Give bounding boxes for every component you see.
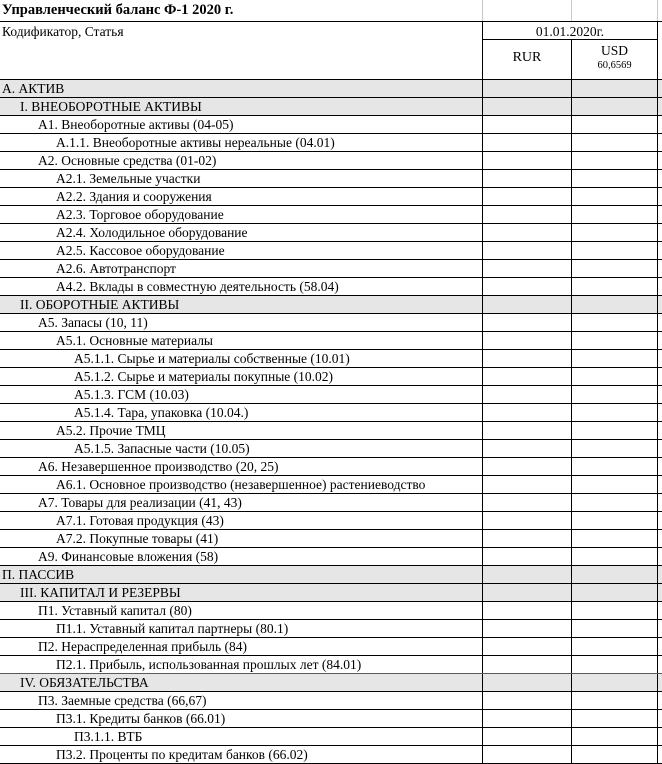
table-row[interactable] <box>0 512 662 530</box>
rur-cell[interactable] <box>482 728 572 745</box>
rur-cell[interactable] <box>482 656 572 673</box>
rur-cell[interactable] <box>482 278 572 295</box>
row-label: III. КАПИТАЛ И РЕЗЕРВЫ <box>20 585 181 600</box>
rur-cell[interactable] <box>482 710 572 727</box>
row-label: А6.1. Основное производство (незавершенное) растениеводство <box>56 477 426 492</box>
usd-cell[interactable] <box>571 350 658 367</box>
grid-line <box>657 22 658 80</box>
extra-cell[interactable] <box>657 188 662 205</box>
extra-cell[interactable] <box>657 566 662 583</box>
table-row[interactable] <box>0 440 662 458</box>
rur-cell[interactable] <box>482 170 572 187</box>
row-label: А7. Товары для реализации (41, 43) <box>38 495 242 510</box>
extra-cell[interactable] <box>657 314 662 331</box>
extra-cell[interactable] <box>657 710 662 727</box>
rur-cell[interactable] <box>482 134 572 151</box>
table-row[interactable] <box>0 188 662 206</box>
row-label: А5. Запасы (10, 11) <box>38 315 148 330</box>
extra-cell[interactable] <box>657 746 662 763</box>
row-label: А2.3. Торговое оборудование <box>56 207 224 222</box>
usd-cell[interactable] <box>571 278 658 295</box>
extra-cell[interactable] <box>657 206 662 223</box>
usd-cell[interactable] <box>571 314 658 331</box>
usd-cell[interactable] <box>571 710 658 727</box>
extra-cell[interactable] <box>657 260 662 277</box>
usd-cell[interactable] <box>571 728 658 745</box>
rur-cell[interactable] <box>482 458 572 475</box>
extra-cell[interactable] <box>657 224 662 241</box>
usd-rate: 60,6569 <box>597 60 632 71</box>
grid-line <box>571 0 572 22</box>
table-row[interactable] <box>0 656 662 674</box>
extra-cell[interactable] <box>657 548 662 565</box>
table-row[interactable] <box>0 242 662 260</box>
extra-cell[interactable] <box>657 494 662 511</box>
row-label: П2. Нераспределенная прибыль (84) <box>38 639 248 654</box>
extra-cell[interactable] <box>657 332 662 349</box>
rur-cell[interactable] <box>482 152 572 169</box>
usd-cell[interactable] <box>571 584 658 601</box>
rur-cell[interactable] <box>482 746 572 763</box>
rur-cell[interactable] <box>482 692 572 709</box>
usd-cell[interactable] <box>571 656 658 673</box>
usd-cell[interactable] <box>571 152 658 169</box>
date-header: 01.01.2020г. <box>535 24 605 39</box>
table-row[interactable] <box>0 710 662 728</box>
row-label: А6. Незавершенное производство (20, 25) <box>38 459 279 474</box>
extra-cell[interactable] <box>657 584 662 601</box>
extra-cell[interactable] <box>657 728 662 745</box>
usd-cell[interactable] <box>571 404 658 421</box>
table-row[interactable] <box>0 746 662 764</box>
usd-cell[interactable] <box>571 548 658 565</box>
table-row[interactable] <box>0 674 662 692</box>
usd-cell[interactable] <box>571 134 658 151</box>
extra-cell[interactable] <box>657 116 662 133</box>
table-row[interactable] <box>0 566 662 584</box>
rur-cell[interactable] <box>482 224 572 241</box>
table-row[interactable] <box>0 386 662 404</box>
usd-cell[interactable] <box>571 116 658 133</box>
rur-cell[interactable] <box>482 620 572 637</box>
extra-cell[interactable] <box>657 278 662 295</box>
table-row[interactable] <box>0 548 662 566</box>
rur-cell[interactable] <box>482 314 572 331</box>
extra-cell[interactable] <box>657 152 662 169</box>
table-row[interactable] <box>0 296 662 314</box>
row-label: П2.1. Прибыль, использованная прошлых лет (84.01) <box>56 657 362 672</box>
table-row[interactable] <box>0 278 662 296</box>
usd-cell[interactable] <box>571 368 658 385</box>
usd-cell[interactable] <box>571 98 658 115</box>
rur-header: RUR <box>512 50 542 65</box>
extra-cell[interactable] <box>657 530 662 547</box>
row-label: I. ВНЕОБОРОТНЫЕ АКТИВЫ <box>20 99 202 114</box>
row-label: А. АКТИВ <box>2 81 65 96</box>
usd-cell[interactable] <box>571 206 658 223</box>
table-row[interactable] <box>0 458 662 476</box>
extra-cell[interactable] <box>657 242 662 259</box>
row-label: П3.2. Проценты по кредитам банков (66.02) <box>56 747 308 762</box>
usd-cell[interactable] <box>571 80 658 97</box>
row-label: П3.1. Кредиты банков (66.01) <box>56 711 226 726</box>
table-row[interactable] <box>0 98 662 116</box>
extra-cell[interactable] <box>657 404 662 421</box>
rur-cell[interactable] <box>482 260 572 277</box>
usd-cell[interactable] <box>571 512 658 529</box>
table-row[interactable] <box>0 530 662 548</box>
extra-cell[interactable] <box>657 80 662 97</box>
title-row <box>0 0 662 22</box>
column-header <box>0 22 662 80</box>
rur-cell[interactable] <box>482 386 572 403</box>
rur-cell[interactable] <box>482 116 572 133</box>
usd-cell[interactable] <box>571 746 658 763</box>
rur-cell[interactable] <box>482 422 572 439</box>
extra-cell[interactable] <box>657 98 662 115</box>
balance-rows <box>0 80 662 764</box>
usd-cell[interactable] <box>571 674 658 691</box>
extra-cell[interactable] <box>657 296 662 313</box>
table-row[interactable] <box>0 476 662 494</box>
usd-cell[interactable] <box>571 260 658 277</box>
extra-cell[interactable] <box>657 674 662 691</box>
table-row[interactable] <box>0 692 662 710</box>
page-title: Управленческий баланс Ф-1 2020 г. <box>2 2 234 18</box>
rur-cell[interactable] <box>482 368 572 385</box>
usd-cell[interactable] <box>571 476 658 493</box>
rur-cell[interactable] <box>482 296 572 313</box>
row-label: П. ПАССИВ <box>2 567 75 582</box>
usd-cell[interactable] <box>571 620 658 637</box>
usd-cell[interactable] <box>571 332 658 349</box>
usd-cell[interactable] <box>571 494 658 511</box>
table-row[interactable] <box>0 170 662 188</box>
table-row[interactable] <box>0 314 662 332</box>
table-row[interactable] <box>0 152 662 170</box>
rur-cell[interactable] <box>482 350 572 367</box>
usd-cell[interactable] <box>571 530 658 547</box>
row-label: А.1.1. Внеоборотные активы нереальные (04.01) <box>56 135 335 150</box>
row-label: IV. ОБЯЗАТЕЛЬСТВА <box>20 675 149 690</box>
rur-cell[interactable] <box>482 476 572 493</box>
row-label: А2.2. Здания и сооружения <box>56 189 212 204</box>
table-row[interactable] <box>0 224 662 242</box>
usd-cell[interactable] <box>571 170 658 187</box>
rur-cell[interactable] <box>482 404 572 421</box>
rur-cell[interactable] <box>482 98 572 115</box>
table-row[interactable] <box>0 638 662 656</box>
extra-cell[interactable] <box>657 458 662 475</box>
row-label: А4.2. Вклады в совместную деятельность (58.04) <box>56 279 339 294</box>
extra-cell[interactable] <box>657 368 662 385</box>
extra-cell[interactable] <box>657 440 662 457</box>
row-label: А2.1. Земельные участки <box>56 171 201 186</box>
extra-cell[interactable] <box>657 422 662 439</box>
extra-cell[interactable] <box>657 134 662 151</box>
extra-cell[interactable] <box>657 638 662 655</box>
rur-cell[interactable] <box>482 80 572 97</box>
rur-cell[interactable] <box>482 512 572 529</box>
grid-line <box>482 0 483 22</box>
row-label: А2.6. Автотранспорт <box>56 261 176 276</box>
extra-cell[interactable] <box>657 512 662 529</box>
row-label: А5.1.5. Запасные части (10.05) <box>74 441 250 456</box>
usd-cell[interactable] <box>571 422 658 439</box>
row-label: А2. Основные средства (01-02) <box>38 153 217 168</box>
extra-cell[interactable] <box>657 350 662 367</box>
usd-label: USD <box>600 43 628 58</box>
table-row[interactable] <box>0 134 662 152</box>
table-row[interactable] <box>0 206 662 224</box>
row-label: А9. Финансовые вложения (58) <box>38 549 219 564</box>
usd-cell[interactable] <box>571 566 658 583</box>
extra-cell[interactable] <box>657 170 662 187</box>
table-row[interactable] <box>0 584 662 602</box>
table-row[interactable] <box>0 350 662 368</box>
usd-cell[interactable] <box>571 602 658 619</box>
usd-cell[interactable] <box>571 638 658 655</box>
usd-cell[interactable] <box>571 440 658 457</box>
rur-cell[interactable] <box>482 530 572 547</box>
rur-cell[interactable] <box>482 188 572 205</box>
row-label: П1.1. Уставный капитал партнеры (80.1) <box>56 621 289 636</box>
row-label: А7.2. Покупные товары (41) <box>56 531 219 546</box>
extra-cell[interactable] <box>657 656 662 673</box>
row-label: П1. Уставный капитал (80) <box>38 603 192 618</box>
table-row[interactable] <box>0 368 662 386</box>
row-label: П3. Заемные средства (66,67) <box>38 693 207 708</box>
table-row[interactable] <box>0 494 662 512</box>
extra-cell[interactable] <box>657 692 662 709</box>
table-row[interactable] <box>0 260 662 278</box>
table-row[interactable] <box>0 620 662 638</box>
row-label: А5.1. Основные материалы <box>56 333 214 348</box>
rur-cell[interactable] <box>482 494 572 511</box>
row-label: А1. Внеоборотные активы (04-05) <box>38 117 234 132</box>
rur-cell[interactable] <box>482 242 572 259</box>
row-label: А7.1. Готовая продукция (43) <box>56 513 224 528</box>
rur-cell[interactable] <box>482 206 572 223</box>
table-row[interactable] <box>0 80 662 98</box>
grid-line <box>483 39 657 40</box>
extra-cell[interactable] <box>657 620 662 637</box>
rur-cell[interactable] <box>482 566 572 583</box>
usd-header <box>572 43 657 73</box>
table-row[interactable] <box>0 404 662 422</box>
rur-cell[interactable] <box>482 548 572 565</box>
rur-cell[interactable] <box>482 602 572 619</box>
row-label: А5.1.3. ГСМ (10.03) <box>74 387 189 402</box>
row-label: А2.5. Кассовое оборудование <box>56 243 225 258</box>
usd-cell[interactable] <box>571 386 658 403</box>
rur-cell[interactable] <box>482 440 572 457</box>
usd-cell[interactable] <box>571 188 658 205</box>
table-row[interactable] <box>0 602 662 620</box>
grid-line <box>657 0 658 22</box>
table-row[interactable] <box>0 422 662 440</box>
codifier-header: Кодификатор, Статья <box>2 24 124 39</box>
rur-cell[interactable] <box>482 332 572 349</box>
row-label: II. ОБОРОТНЫЕ АКТИВЫ <box>20 297 180 312</box>
rur-cell[interactable] <box>482 584 572 601</box>
row-label: А5.1.4. Тара, упаковка (10.04.) <box>74 405 249 420</box>
rur-cell[interactable] <box>482 674 572 691</box>
usd-cell[interactable] <box>571 296 658 313</box>
row-label: П3.1.1. ВТБ <box>74 729 143 744</box>
rur-cell[interactable] <box>482 638 572 655</box>
extra-cell[interactable] <box>657 476 662 493</box>
table-row[interactable] <box>0 116 662 134</box>
table-row[interactable] <box>0 728 662 746</box>
usd-cell[interactable] <box>571 458 658 475</box>
row-label: А5.1.1. Сырье и материалы собственные (10.01) <box>74 351 350 366</box>
extra-cell[interactable] <box>657 386 662 403</box>
row-label: А5.1.2. Сырье и материалы покупные (10.02) <box>74 369 334 384</box>
row-label: А2.4. Холодильное оборудование <box>56 225 248 240</box>
usd-cell[interactable] <box>571 224 658 241</box>
extra-cell[interactable] <box>657 602 662 619</box>
grid-line <box>571 40 572 80</box>
table-row[interactable] <box>0 332 662 350</box>
usd-cell[interactable] <box>571 242 658 259</box>
grid-line <box>482 22 483 80</box>
row-label: А5.2. Прочие ТМЦ <box>56 423 166 438</box>
usd-cell[interactable] <box>571 692 658 709</box>
